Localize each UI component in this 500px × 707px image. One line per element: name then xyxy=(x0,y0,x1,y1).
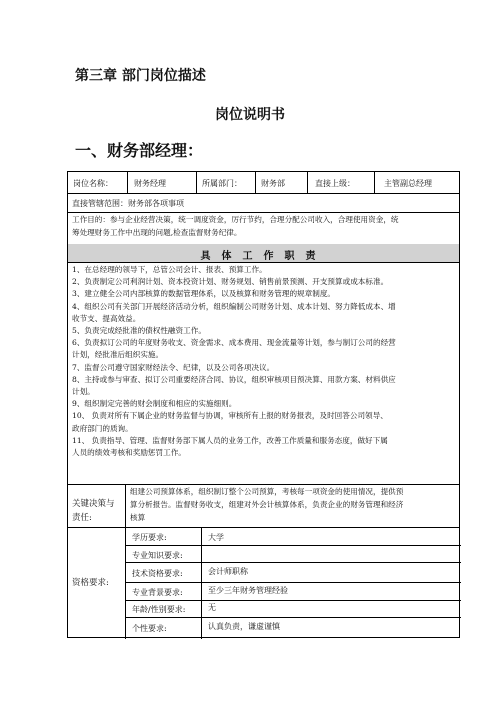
divider xyxy=(201,527,202,639)
responsibility-line: 人员的绩效考核和奖励惩罚工作。 xyxy=(72,448,186,458)
divider xyxy=(374,172,375,193)
responsibility-line: 8、主持或参与审查、拟订公司重要经济合同、协议，组织审核项目预决算、用款方案、材料供应 xyxy=(72,374,396,384)
key-decision-line: 核算 xyxy=(130,512,146,522)
divider xyxy=(255,172,256,193)
divider xyxy=(68,527,459,528)
qualification-value: 至少三年财务管理经验 xyxy=(208,586,288,595)
divider xyxy=(307,172,308,193)
responsibility-line: 1、在总经理的领导下，总管公司会计、报表、预算工作。 xyxy=(72,265,267,274)
qualification-value: 无 xyxy=(208,603,216,612)
responsibility-line: 3、建立健全公司内部核算的数据管理体系，以及核算和财务管理的规章制度。 xyxy=(72,289,336,299)
responsibility-line: 10、 负责对所有下属企业的财务监督与协调，审核所有上报的财务报表，及时回答公司领导、 xyxy=(72,411,388,421)
responsibilities-header-band xyxy=(68,244,459,262)
work-goal-line: 筹处理财务工作中出现的问题,检查监督财务纪律。 xyxy=(72,227,242,237)
responsibility-line: 计划，经批准后组织实施。 xyxy=(72,350,164,360)
responsibility-line: 计划。 xyxy=(72,387,95,397)
qualification-value: 认真负责，谦虚谨慎 xyxy=(208,622,280,631)
divider xyxy=(125,617,461,618)
document-title: 岗位说明书 xyxy=(215,107,285,123)
qualification-value: 大学 xyxy=(208,533,224,542)
responsibility-line: 6、负责拟订公司的年度财务收支、资金需求、成本费用、现金流量等计划，参与制订公司的经营 xyxy=(72,338,396,348)
qualification-value: 会计师职称 xyxy=(208,567,248,576)
qualification-label: 技术资格要求: xyxy=(132,569,183,578)
scope-text: 直接管辖范围：财务部各项事项 xyxy=(72,199,184,208)
key-decision-label xyxy=(72,497,115,525)
department-value: 财务部 xyxy=(261,179,285,188)
divider xyxy=(125,582,461,583)
responsibility-line: 2、负责制定公司利润计划、资本投资计划、财务规划、销售前景预测、开支预算或成本标准。 xyxy=(72,277,389,287)
qualification-label: 专业背景要求: xyxy=(132,588,183,597)
responsibility-line: 政府部门的质询。 xyxy=(72,423,133,433)
responsibility-line: 7、监督公司遵守国家财经法令、纪律，以及公司各项决议。 xyxy=(72,362,275,372)
section-heading: 一、财务部经理： xyxy=(75,141,204,160)
superior-value: 主管副总经理 xyxy=(384,179,432,188)
responsibilities-header: 具体工作职责 xyxy=(200,251,327,262)
divider xyxy=(196,172,197,193)
responsibility-line: 5、负责完成经批准的债权性融资工作。 xyxy=(72,326,206,336)
divider xyxy=(68,262,459,263)
qualifications-label: 资格要求: xyxy=(72,578,109,588)
divider xyxy=(127,172,128,193)
divider xyxy=(68,212,459,213)
key-decision-line: 算分析报告。监督财务收支，组建对外会计核算体系，负责企业的财务管理和经济 xyxy=(130,499,404,509)
responsibility-line: 9、组织制定完善的财会制度和相应的实施细则。 xyxy=(72,399,237,409)
chapter-heading: 第三章 部门岗位描述 xyxy=(75,68,206,84)
responsibility-line: 11、 负责指导、管理、监督财务部下属人员的业务工作，改善工作质量和服务态度，做好下属 xyxy=(72,435,388,445)
key-decision-line: 组建公司预算体系，组织制订整个公司预算，考核每一项资金的使用情况，提供预 xyxy=(130,487,404,496)
qualification-label: 个性要求: xyxy=(132,624,167,633)
qualification-label: 年龄/性别要求: xyxy=(132,605,186,614)
divider xyxy=(125,562,461,563)
divider xyxy=(68,193,459,194)
responsibility-line: 收节支、提高效益。 xyxy=(72,313,141,323)
position-value: 财务经理 xyxy=(134,179,166,188)
key-decision-label-line: 责任: xyxy=(72,513,92,523)
qualification-label: 学历要求: xyxy=(132,533,167,542)
qualification-label: 专业知识要求: xyxy=(132,551,183,560)
responsibilities-list xyxy=(72,264,396,459)
work-goal-line: 工作目的：参与企业经营决策，统一调度资金，厉行节约，合理分配公司收入，合理使用资金，统 xyxy=(72,215,399,224)
divider xyxy=(125,600,461,601)
divider xyxy=(68,484,459,485)
superior-label: 直接上级： xyxy=(315,179,355,188)
key-decision-content xyxy=(130,486,403,524)
department-label: 所属部门： xyxy=(202,179,242,188)
job-description-table xyxy=(67,171,460,638)
work-goal xyxy=(72,214,399,240)
key-decision-label-line: 关键决策与 xyxy=(72,499,115,509)
divider xyxy=(125,545,461,546)
responsibility-line: 4、组织公司有关部门开展经济活动分析，组织编制公司财务计划、成本计划、努力降低成本、增 xyxy=(72,301,396,311)
position-label: 岗位名称： xyxy=(73,179,113,188)
